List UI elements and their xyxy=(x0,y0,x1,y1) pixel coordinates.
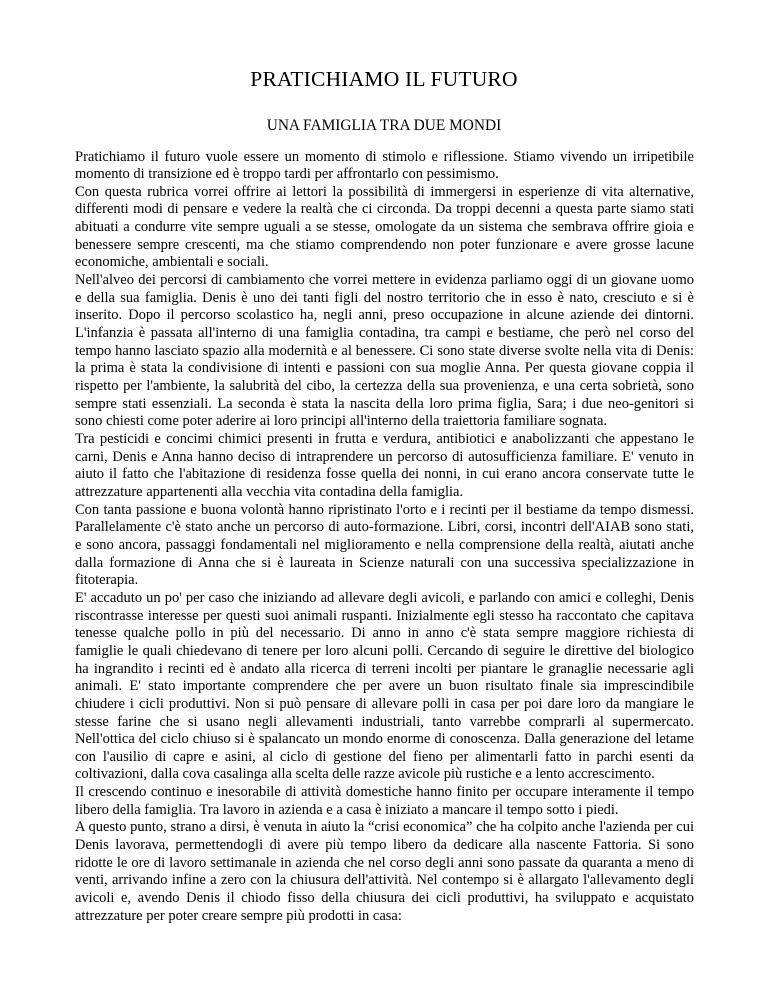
paragraph-self-training: Con tanta passione e buona volontà hanno ripristinato l'orto e i recinti per il bestiame da tempo dismessi. Parallelamente c'è stato anche un percorso di auto-formazione. Libri, corsi, incontri dell'AIAB sono stati, e sono ancora, passaggi fondamentali nel miglioramento e nella comprensione della realtà, aiutati anche dalla formazione di Anna che si è laureata in Scienze naturali con una successiva specializzazione in fitoterapia. xyxy=(75,501,694,589)
document-title: PRATICHIAMO IL FUTURO xyxy=(250,67,518,91)
paragraph-economic-crisis: A questo punto, strano a dirsi, è venuta in aiuto la “crisi economica” che ha colpito anche l'azienda per cui Denis lavorava, permettendogli di avere più tempo libero da dedicare alla nascente Fattoria. Si sono ridotte le ore di lavoro settimanale in azienda che nel corso degli anni sono passate da quaranta a meno di venti, arrivando infine a zero con la chiusura dell'attività. Nel contempo si è allargato l'allevamento degli avicoli e, avendo Denis il chiodo fisso della chiusura dei cicli produttivi, ha sviluppato e acquistato attrezzature per poter creare sempre più prodotti in casa: xyxy=(75,819,694,924)
paragraph-rubric: Con questa rubrica vorrei offrire ai lettori la possibilità di immergersi in esperienze di vita alternative, differenti modi di pensare e vedere la realtà che ci circonda. Da troppi decenni a questa parte siamo stati abituati a condurre vite sempre uguali a se stesse, omologate da un sistema che sembrava offrire gioia e benessere sempre crescenti, ma che stiamo comprendendo non poter funzionare e avere grosse lacune economiche, ambientali e sociali. xyxy=(75,183,694,271)
paragraph-poultry: E' accaduto un po' per caso che iniziando ad allevare degli avicoli, e parlando con amici e colleghi, Denis riscontrasse interesse per questi suoi animali ruspanti. Inizialmente egli stesso ha raccontato che capitava tenesse qualche pollo in più del necessario. Di anno in anno c'è stata sempre maggiore richiesta di famiglie le quali chiedevano di tenere per loro alcuni polli. Cercando di seguire le direttive del biologico ha ingrandito i recinti ed è andato alla ricerca di terreni incolti per piantare le granaglie necessarie agli animali. E' stato importante comprendere che per avere un buon risultato finale sia imprescindibile chiudere i cicli produttivi. Non si può pensare di allevare polli in casa per poi dare loro da mangiare le stesse farine che si usano negli allevamenti industriali, tanto varrebbe comprarli al supermercato. Nell'ottica del ciclo chiuso si è spalancato un mondo enorme di conoscenza. Dalla generazione del letame con l'ausilio di capre e asini, al ciclo di gestione del fieno per alimentarli fatto in parchi esenti da coltivazioni, dalla cova casalinga alla scelta delle razze avicole più rustiche e a lento accrescimento. xyxy=(75,589,694,783)
paragraph-free-time: Il crescendo continuo e inesorabile di attività domestiche hanno finito per occupare interamente il tempo libero della famiglia. Tra lavoro in azienda e a casa è iniziato a mancare il tempo sotto i piedi. xyxy=(75,784,694,818)
paragraph-intro: Pratichiamo il futuro vuole essere un momento di stimolo e riflessione. Stiamo vivendo un irripetibile momento di transizione ed è troppo tardi per affrontarlo con pessimismo. xyxy=(75,148,694,183)
article-body xyxy=(75,149,694,926)
document-subtitle: UNA FAMIGLIA TRA DUE MONDI xyxy=(266,117,502,134)
paragraph-self-sufficiency: Tra pesticidi e concimi chimici presenti in frutta e verdura, antibiotici e anabolizzanti che appestano le carni, Denis e Anna hanno deciso di intraprendere un percorso di autosufficienza familiare. E' venuto in aiuto il fatto che l'abitazione di residenza fosse quella dei nonni, in cui erano ancora conservate tutte le attrezzature appartenenti alla vecchia vita contadina della famiglia. xyxy=(75,431,694,500)
paragraph-denis-family: Nell'alveo dei percorsi di cambiamento che vorrei mettere in evidenza parliamo oggi di un giovane uomo e della sua famiglia. Denis è uno dei tanti figli del nostro territorio che in esso è nato, cresciuto e si è inserito. Dopo il percorso scolastico ha, negli anni, preso occupazione in alcune aziende dei dintorni. L'infanzia è passata all'interno di una famiglia contadina, tra campi e bestiame, che però nel corso del tempo hanno lasciato spazio alla modernità e al benessere. Ci sono state diverse svolte nella vita di Denis: la prima è stata la condivisione di intenti e passioni con sua moglie Anna. Per questa giovane coppia il rispetto per l'ambiente, la salubrità del cibo, la certezza della sua provenienza, e una certa sobrietà, sono sempre stati essenziali. La seconda è stata la nascita della loro prima figlia, Sara; i due neo-genitori si sono chiesti come poter aderire ai loro principi all'interno della traiettoria familiare sognata. xyxy=(75,272,694,430)
